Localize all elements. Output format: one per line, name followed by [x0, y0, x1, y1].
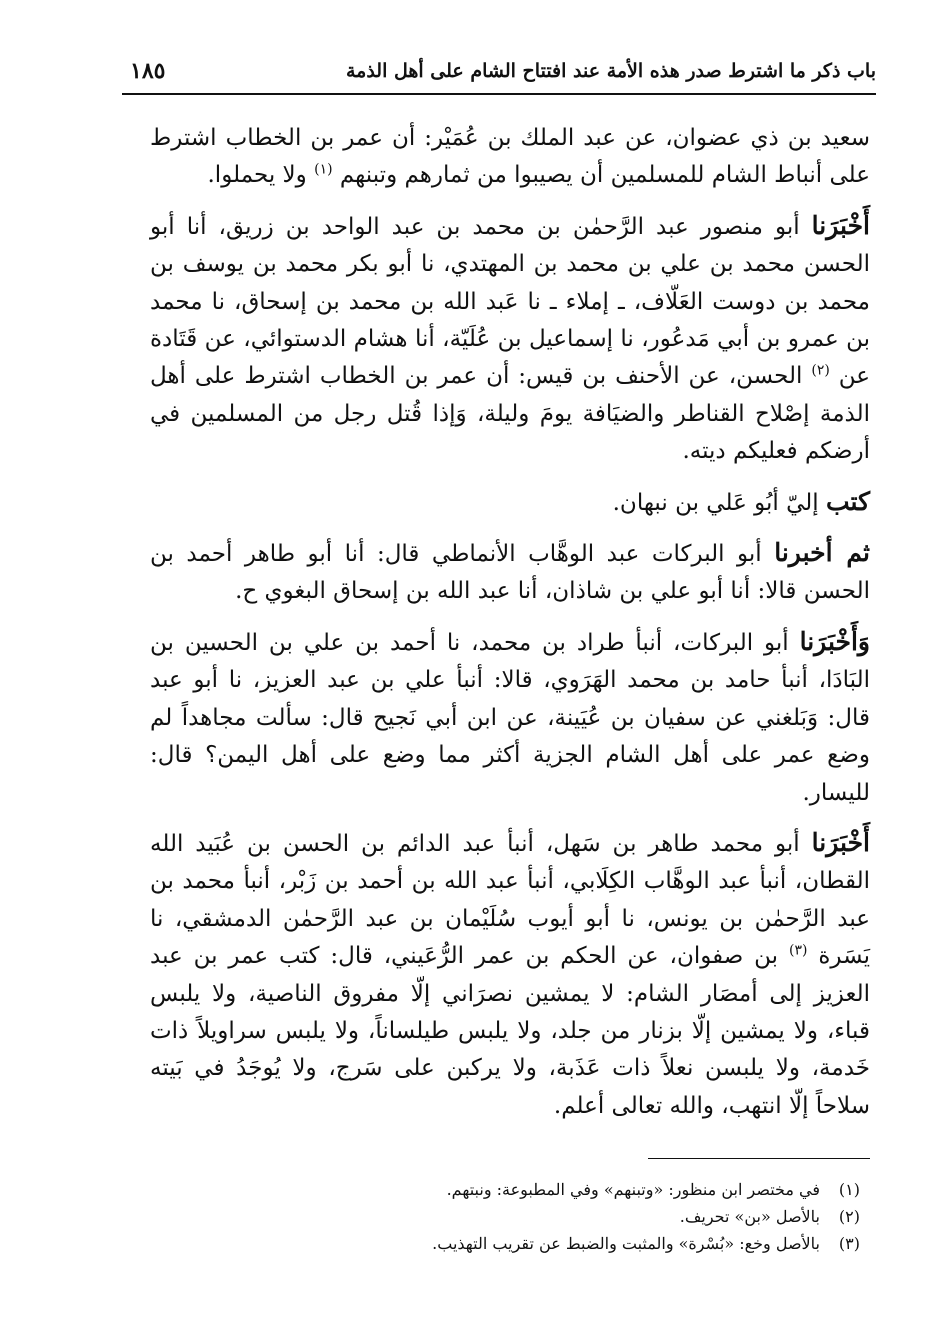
footnote-text: بالأصل وخع: «بُسْرة» والمثبت والضبط عن تقريب التهذيب.	[432, 1234, 820, 1253]
paragraph	[150, 207, 870, 471]
footnote	[300, 1176, 860, 1203]
paragraph	[150, 623, 870, 812]
footnote-number: (١)	[838, 1180, 860, 1199]
paragraph	[150, 118, 870, 195]
footnote-rule	[648, 1158, 870, 1159]
paragraph-text-after: بن صفوان، عن الحكم بن عمر الرُّعَيني، قال: كتب عمر بن عبد العزيز إلى أمصَار الشام: لا يمشين نصرَاني إلّا مفروق الناصية، ولا يلبس قباء، ولا يمشين إلّا بزنار من جلد، ولا يلبس طيلساناً، ولا يلبس سراويلاً ذات خَدمة، ولا يلبسن نعلاً ذات عَذَبة، ولا يركبن على سَرج، ولا يُوجَدُ في بَيته سلاحاً إلّا انتهب، والله تعالى أعلم.	[150, 943, 870, 1119]
footnote-text: في مختصر ابن منظور: «وتبنهم» وفي المطبوعة: ونبتهم.	[446, 1180, 820, 1199]
footnote-ref: (١)	[314, 161, 333, 178]
page-number: ١٨٥	[130, 58, 166, 84]
paragraph	[150, 483, 870, 522]
footnote	[300, 1230, 860, 1257]
footnote-number: (٢)	[838, 1207, 860, 1226]
running-header-title: باب ذكر ما اشترط صدر هذه الأمة عند افتتاح الشام على أهل الذمة	[345, 60, 876, 82]
paragraph-text: أبو محمد طاهر بن سَهل، أنبأ عبد الدائم بن الحسن بن عُبَيد الله القطان، أنبأ عبد الوهَّاب الكِلَابي، أنبأ عبد الله بن أحمد بن زَبْر، أنبأ محمد بن عبد الرَّحمٰن بن يونس، نا أبو أيوب سُلَيْمان بن عبد الرَّحمٰن الدمشقي، نا يَسَرة	[150, 830, 870, 970]
paragraph-text-after: الحسن، عن الأحنف بن قيس: أن عمر بن الخطاب اشترط على أهل الذمة إصْلاح القناطر والضيَافة يومَ وليلة، وَإذا قُتل رجل من المسلمين في أرضكم فعليكم ديته.	[150, 363, 870, 465]
paragraph-lead: كتب	[826, 486, 870, 516]
footnotes	[300, 1176, 860, 1257]
footnote-ref: (٣)	[788, 942, 808, 959]
header-rule	[122, 93, 876, 95]
footnote-ref: (٢)	[811, 362, 830, 379]
paragraph-text: إليّ أبُو عَلي بن نبهان.	[612, 489, 826, 516]
footnote-text: بالأصل «بن» تحريف.	[679, 1207, 820, 1226]
footnote	[300, 1203, 860, 1230]
paragraph-lead: أَخْبَرَنا	[811, 827, 870, 857]
paragraph-text: أبو البركات، أنبأ طراد بن محمد، نا أحمد بن علي بن الحسين بن البَادَا، أنبأ حامد بن محمد الهَرَوي، قالا: أنبأ علي بن عبد العزيز، نا أبو عبد قال: وَبَلغني عن سفيان بن عُيَينة، عن ابن أبي نَجيح قال: سألت مجاهداً لم وضع عمر على أهل الشام الجزية أكثر مما وضع على أهل اليمن؟ قال: لليسار.	[150, 629, 870, 806]
paragraph-lead: ثم أخبرنا	[774, 538, 870, 568]
paragraph-lead: أَخْبَرَنا	[811, 210, 870, 240]
paragraph-text: أبو البركات عبد الوهَّاب الأنماطي قال: أنا أبو طاهر أحمد بن الحسن قالا: أنا أبو علي بن شاذان، أنا عبد الله بن إسحاق البغوي ح.	[150, 541, 870, 605]
paragraph-lead: وَأَخْبَرَنا	[799, 626, 870, 656]
footnote-number: (٣)	[838, 1234, 860, 1253]
body-text	[150, 118, 870, 1137]
paragraph-text: سعيد بن ذي عضوان، عن عبد الملك بن عُمَيْر: أن عمر بن الخطاب اشترط على أنباط الشام للمسلمين أن يصيبوا من ثمارهم وتبنهم	[150, 125, 870, 189]
paragraph-text: أبو منصور عبد الرَّحمٰن بن محمد بن عبد الواحد بن زريق، أنا أبو الحسن محمد بن علي بن محمد بن المهتدي، نا أبو بكر محمد بن يوسف بن محمد بن دوست العَلّاف، ـ إملاء ـ نا عَبد الله بن محمد بن إسحاق، نا محمد بن عمرو بن أبي مَدعُور، نا إسماعيل بن عُلَيّة، أنا هشام الدستوائي، عن قَتَادة عن	[150, 213, 871, 390]
running-header	[122, 58, 876, 92]
paragraph	[150, 534, 870, 611]
paragraph-text-after: ولا يحملوا.	[207, 162, 315, 189]
paragraph	[150, 824, 870, 1125]
